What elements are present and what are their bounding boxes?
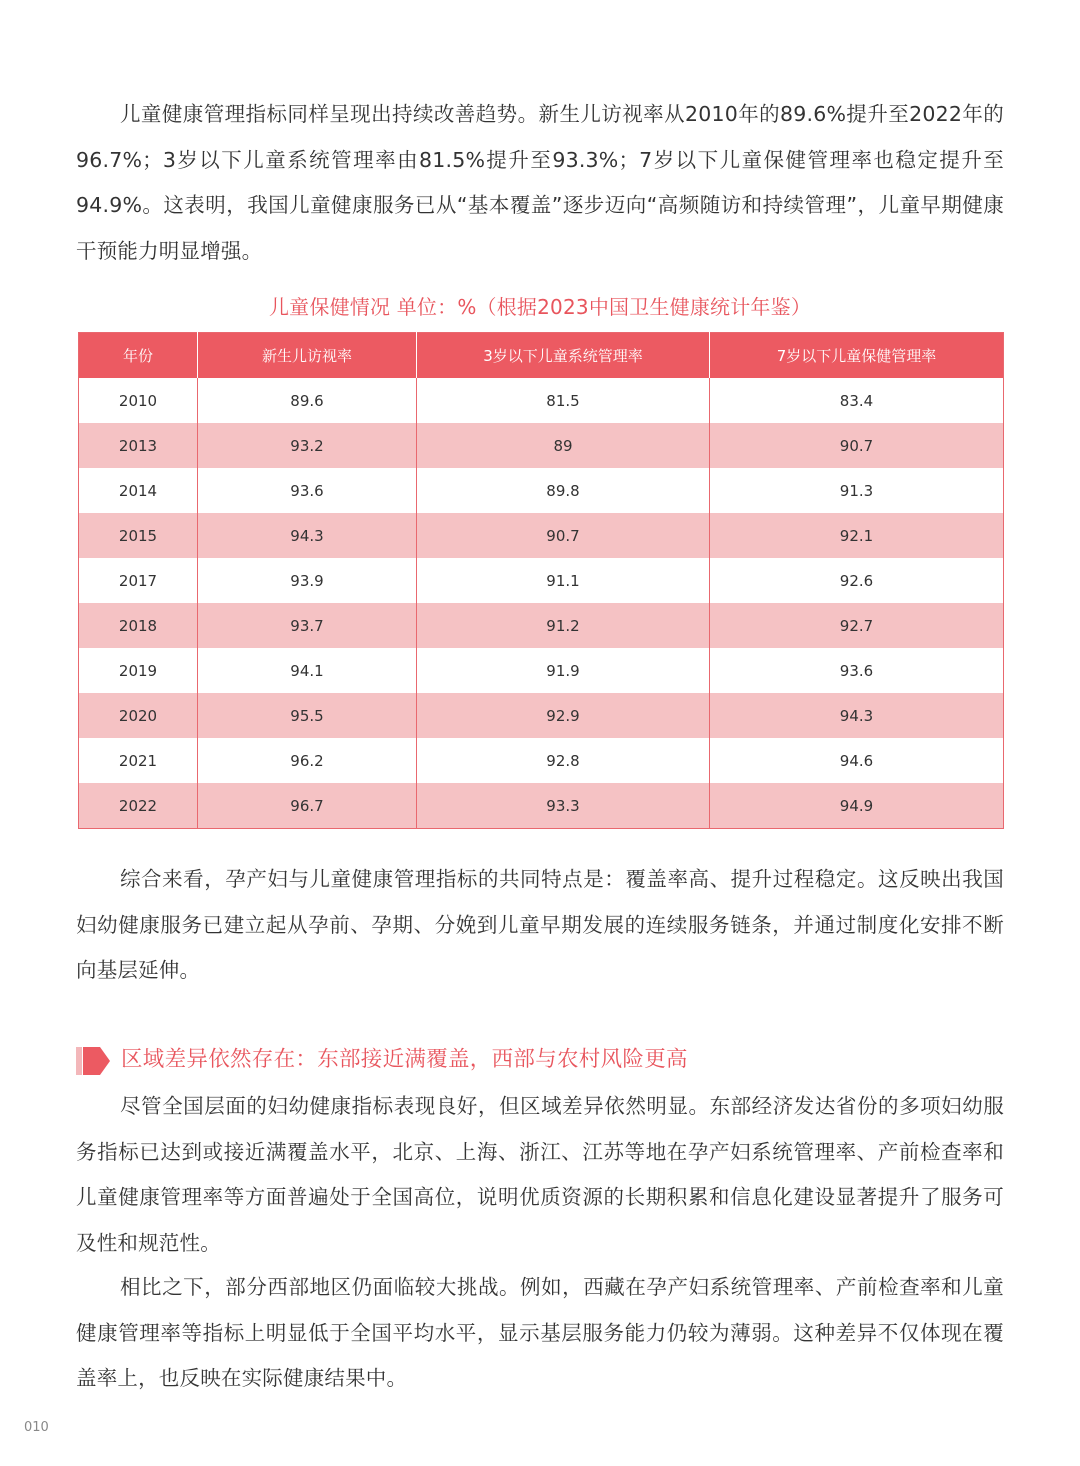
cell-year: 2021 xyxy=(79,738,198,783)
table-row xyxy=(79,693,1004,738)
cell-year: 2015 xyxy=(79,513,198,558)
cell-year: 2022 xyxy=(79,783,198,829)
cell-newborn-visit: 94.3 xyxy=(198,513,417,558)
cell-year: 2020 xyxy=(79,693,198,738)
table-row xyxy=(79,783,1004,829)
cell-under7: 92.1 xyxy=(710,513,1004,558)
cell-newborn-visit: 89.6 xyxy=(198,378,417,423)
cell-under3: 91.2 xyxy=(417,603,710,648)
cell-under7: 90.7 xyxy=(710,423,1004,468)
header-under7-care-rate: 7岁以下儿童保健管理率 xyxy=(710,333,1004,379)
cell-under7: 92.6 xyxy=(710,558,1004,603)
table-row xyxy=(79,558,1004,603)
cell-year: 2019 xyxy=(79,648,198,693)
header-year: 年份 xyxy=(79,333,198,379)
cell-newborn-visit: 93.9 xyxy=(198,558,417,603)
table-row xyxy=(79,738,1004,783)
cell-under7: 93.6 xyxy=(710,648,1004,693)
table-row xyxy=(79,603,1004,648)
cell-year: 2010 xyxy=(79,378,198,423)
regional-difference-paragraph: 尽管全国层面的妇幼健康指标表现良好，但区域差异依然明显。东部经济发达省份的多项妇幼服务指标已达到或接近满覆盖水平，北京、上海、浙江、江苏等地在孕产妇系统管理率、产前检查率和儿童健康管理率等方面普遍处于全国高位，说明优质资源的长期积累和信息化建设显著提升了服务可及性和规范性。 xyxy=(76,1094,1004,1255)
child-health-table xyxy=(78,332,1004,829)
cell-under3: 89.8 xyxy=(417,468,710,513)
cell-under3: 89 xyxy=(417,423,710,468)
cell-newborn-visit: 93.2 xyxy=(198,423,417,468)
cell-newborn-visit: 96.7 xyxy=(198,783,417,829)
header-newborn-visit-rate: 新生儿访视率 xyxy=(198,333,417,379)
section-title: 区域差异依然存在：东部接近满覆盖，西部与农村风险更高 xyxy=(121,1047,688,1072)
cell-under3: 81.5 xyxy=(417,378,710,423)
western-challenge-paragraph: 相比之下，部分西部地区仍面临较大挑战。例如，西藏在孕产妇系统管理率、产前检查率和儿童健康管理率等指标上明显低于全国平均水平，显示基层服务能力仍较为薄弱。这种差异不仅体现在覆盖率上，也反映在实际健康结果中。 xyxy=(76,1275,1004,1390)
tag-arrow-icon xyxy=(76,1044,112,1078)
cell-newborn-visit: 93.6 xyxy=(198,468,417,513)
table-title: 儿童保健情况 单位：%（根据2023中国卫生健康统计年鉴） xyxy=(268,295,812,319)
cell-under7: 92.7 xyxy=(710,603,1004,648)
header-under3-management-rate: 3岁以下儿童系统管理率 xyxy=(417,333,710,379)
cell-under3: 91.1 xyxy=(417,558,710,603)
cell-under7: 83.4 xyxy=(710,378,1004,423)
cell-under7: 91.3 xyxy=(710,468,1004,513)
intro-paragraph: 儿童健康管理指标同样呈现出持续改善趋势。新生儿访视率从2010年的89.6%提升至2022年的96.7%；3岁以下儿童系统管理率由81.5%提升至93.3%；7岁以下儿童保健管理率也稳定提升至94.9%。这表明，我国儿童健康服务已从“基本覆盖”逐步迈向“高频随访和持续管理”，儿童早期健康干预能力明显增强。 xyxy=(76,102,1004,263)
cell-year: 2018 xyxy=(79,603,198,648)
cell-under7: 94.9 xyxy=(710,783,1004,829)
summary-paragraph: 综合来看，孕产妇与儿童健康管理指标的共同特点是：覆盖率高、提升过程稳定。这反映出我国妇幼健康服务已建立起从孕前、孕期、分娩到儿童早期发展的连续服务链条，并通过制度化安排不断向基层延伸。 xyxy=(76,867,1004,982)
table-row xyxy=(79,648,1004,693)
table-row xyxy=(79,513,1004,558)
cell-newborn-visit: 96.2 xyxy=(198,738,417,783)
table-row xyxy=(79,378,1004,423)
cell-under3: 92.9 xyxy=(417,693,710,738)
cell-under3: 93.3 xyxy=(417,783,710,829)
table-header-row xyxy=(79,333,1004,379)
cell-year: 2017 xyxy=(79,558,198,603)
cell-under7: 94.3 xyxy=(710,693,1004,738)
cell-newborn-visit: 95.5 xyxy=(198,693,417,738)
section-heading xyxy=(76,1042,1004,1078)
cell-under7: 94.6 xyxy=(710,738,1004,783)
cell-under3: 92.8 xyxy=(417,738,710,783)
cell-year: 2013 xyxy=(79,423,198,468)
cell-newborn-visit: 94.1 xyxy=(198,648,417,693)
page-number: 010 xyxy=(24,1420,49,1435)
table-row xyxy=(79,423,1004,468)
table-row xyxy=(79,468,1004,513)
cell-year: 2014 xyxy=(79,468,198,513)
cell-under3: 91.9 xyxy=(417,648,710,693)
cell-newborn-visit: 93.7 xyxy=(198,603,417,648)
cell-under3: 90.7 xyxy=(417,513,710,558)
